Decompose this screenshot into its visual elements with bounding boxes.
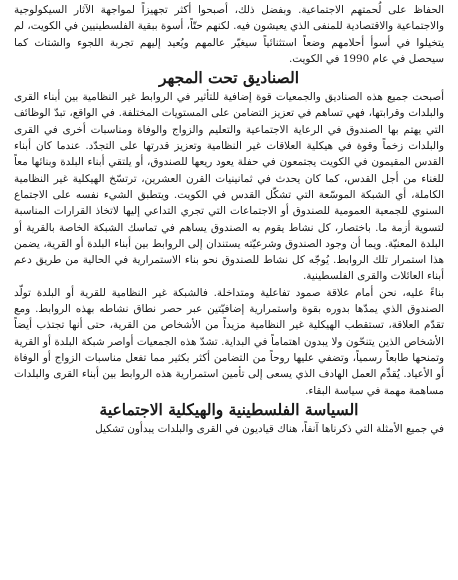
paragraph-top: الحفاظ على لُحمتهم الاجتماعية. وبفضل ذلك، أصبحوا أكثر تجهيزاً لمواجهة الآثار السيكولوجية والاجتماعية والاقتصادية للمنفى الذي يعيشون فيه. لكنهم حتّاً، أسوة ببقية الفلسطينيين في الكويت، لم يتخيلوا في أسوأ أحلامهم وضعاً استثنائياً سيغيّر عالمهم ويُعيد إليهم تجربة اللجوء والشتات كما سيحصل في عام 1990 في الكويت. xyxy=(14,4,444,65)
section-heading-funds: الصناديق تحت المجهر xyxy=(158,68,300,88)
paragraph-funds-body: أصبحت جميع هذه الصناديق والجمعيات قوة إضافية للتأثير في الروابط غير النظامية بين أبناء القرى والبلدات وقرابتها، فهي تساهم في تعزيز التضامن على المستويات المختلفة. في الواقع، تبدّ الوظائف التي يهتم بها الصندوق في الرعاية الاجتماعية والتعليم والزواج والوفاة ومناسبات أخرى في القرى والبلدات زخماً وقوة في هيكلية العلاقات غير النظامية وتعزيز قدرتها على التجدّد. عندما كان أبناء القدس المقيمون في الكويت يجتمعون في حفلة يعود ريعها للصندوق، أو يلتقي أبناء البلدة وبنائها معاً للغناء من أجل القدس، كما كان يحدث في ثمانينيات القرن العشرين، ترتسّخ الهيكلية غير النظامية الكاملة، أي الشبكة الموسّعة التي تشكّل القدس في الكويت. ويتطبق الشيء نفسه على الاجتماع السنوي للجمعية العمومية للصندوق أو الاجتماعات التي تجري التداعي إليها لاتخاذ القرارات المناسبة لتسوية أزمة ما. باختصار، كل نشاط يقوم به الصندوق يساهم في تماسك الشبكة الخاصة بالقرية أو البلدة المعنيّة. ويما أن وجود الصندوق وشرعيّته يستندان إلى الروابط بين أبناء البلدة أو القرية، يضمن هذا استمرار تلك الروابط. يُوجّه كل نشاط للصندوق نحو بناء الاستمرارية في الحالية من طريق دعم أبناء العائلات والقرى الفلسطينية. xyxy=(14,91,444,283)
section-heading-politics: السياسة الفلسطينية والهيكلية الاجتماعية xyxy=(99,399,359,419)
paragraph-resilience: بناءً عليه، نحن أمام علاقة صمود تفاعلية ومتداخلة. فالشبكة غير النظامية للقرية أو البلدة تولّد الصندوق الذي يمدّها بدوره بقوة واستمرارية إضافيّتين عبر حصر نطاق نشاطه بهذه الروابط. ومع تقدّم العلاقة، تستقطب الهيكلية غير النظامية مزيداً من الأشخاص من القرية، حتى أنها تجتذب أيضاً الأشخاص الذين يتنحّون ولا يبدون اهتماماً في البداية. تشدّ هذه الجمعيات أواصر شبكة البلدة أو القرية وتمنحها طابعاً رسمياً، وتضفي عليها روحاً من التضامن أكثر بكثير مما تفعل مناسبات الزواج أو الوفاة أو الأعياد. يُقدِّم العمل الهادف الذي يسعى إلى تأمين استمرارية هذه الروابط بين أبناء القرى والبلدات مساهمة مهمة في سياسة البقاء. xyxy=(14,286,444,397)
paragraph-politics-start: في جميع الأمثلة التي ذكرناها آنفاً، هناك قياديون في القرى والبلدات يبدأون تشكيل xyxy=(95,422,444,435)
